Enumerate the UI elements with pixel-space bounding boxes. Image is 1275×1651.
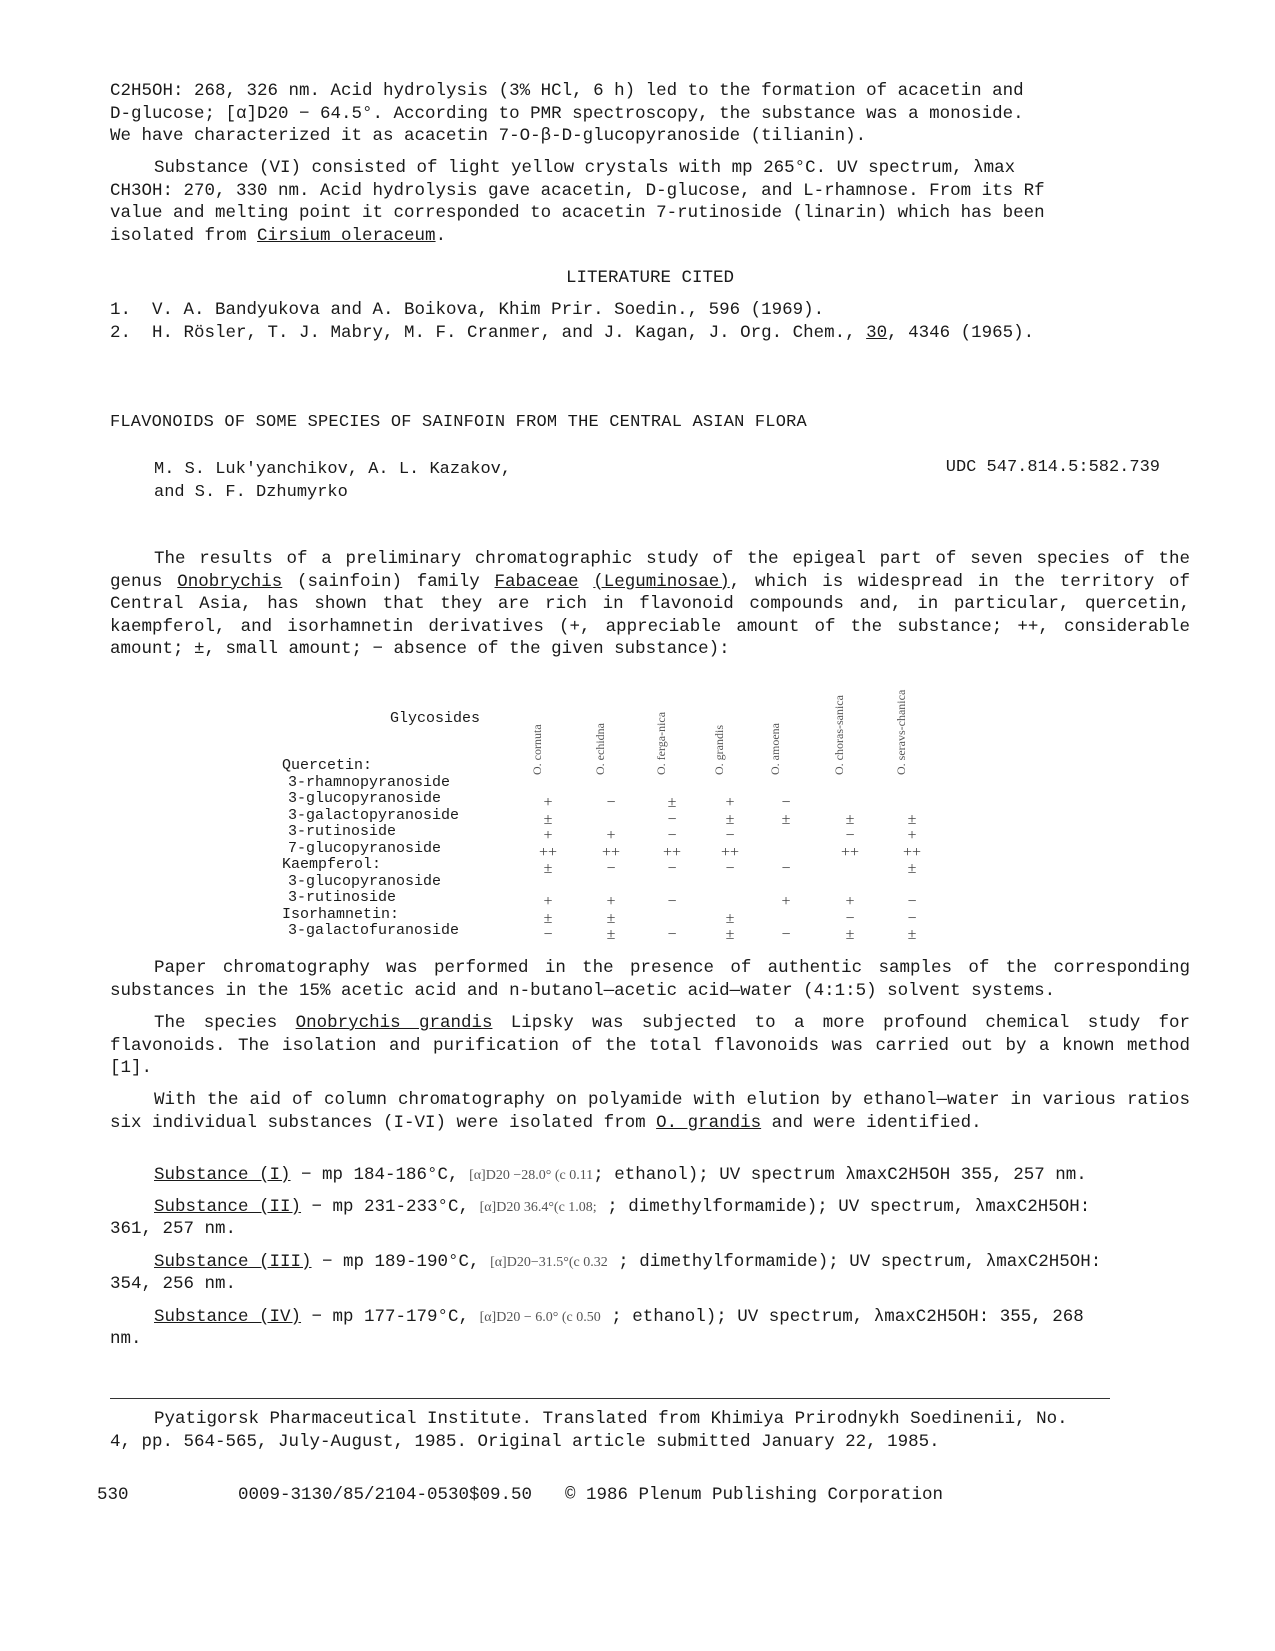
- table-cell: −: [725, 827, 735, 844]
- table-row-label: 3-rutinoside: [288, 823, 397, 840]
- table-row-header: Glycosides: [390, 710, 481, 727]
- literature-heading: LITERATURE CITED: [565, 268, 735, 288]
- table-cell: ±: [845, 926, 855, 943]
- table-cell: ++: [840, 843, 860, 861]
- species-name: O. grandis: [656, 1112, 762, 1133]
- table-cell: −: [667, 860, 677, 877]
- table-cell: ±: [543, 860, 553, 877]
- table-cell: ±: [606, 909, 616, 927]
- text-span: ; dimethylformamide); UV spectrum, λmaxC2H5OH:: [607, 1252, 1102, 1272]
- text-line: CH3OH: 270, 330 nm. Acid hydrolysis gave acacetin, D-glucose, and L-rhamnose. From its Rf: [110, 180, 1045, 201]
- reference-number: 2.: [110, 323, 132, 343]
- substance-name: Substance (I): [154, 1165, 291, 1185]
- species-paragraph: [110, 1012, 1190, 1080]
- family-name: Fabaceae: [494, 571, 579, 592]
- text-span: , which is widespread in the territory of Central Asia, has shown that they are rich in flavonoid compounds and, in particular, quercetin, kaempferol, and isorhamnetin derivatives (+, appreciable amount of the substance; ++, considerable amount; ±, small amount; − absence of the given substance):: [110, 571, 1190, 659]
- table-row-label: 3-rhamnopyranoside: [288, 773, 451, 791]
- reference-volume: 30: [866, 323, 888, 343]
- text-line: C2H5OH: 268, 326 nm. Acid hydrolysis (3% HCl, 6 h) led to the formation of acacetin and: [110, 81, 1024, 101]
- table-cell: +: [606, 827, 616, 844]
- table-cell: ±: [543, 909, 553, 927]
- article-title: FLAVONOIDS OF SOME SPECIES OF SAINFOIN FROM THE CENTRAL ASIAN FLORA: [110, 413, 807, 432]
- text-span: ; ethanol); UV spectrum, λmaxC2H5OH: 355, 268: [600, 1307, 1084, 1327]
- table-cell: −: [781, 926, 791, 943]
- substance-iii: [110, 1251, 1190, 1275]
- text-span: isolated from: [110, 225, 258, 246]
- substance-ii-cont: 361, 257 nm.: [110, 1219, 237, 1239]
- genus-name: Onobrychis: [177, 571, 283, 592]
- table-cell: −: [725, 860, 735, 877]
- text-span: − mp 231-233°C,: [301, 1197, 480, 1217]
- table-cell: −: [667, 810, 677, 828]
- table-cell: −: [667, 926, 677, 943]
- reference-number: 1.: [110, 300, 132, 320]
- text-span: The results of a preliminary chromatographic study of the epigeal part of seven species of the genus: [110, 549, 1190, 592]
- table-cell: −: [907, 893, 917, 910]
- table-row-label: Isorhamnetin:: [282, 905, 400, 923]
- table-cell: ±: [907, 926, 917, 943]
- species-name: Cirsium oleraceum: [257, 225, 436, 246]
- table-cell: +: [543, 794, 553, 811]
- family-alt-name: (Leguminosae): [593, 571, 730, 592]
- table-cell: +: [725, 794, 735, 811]
- table-cell: ±: [667, 794, 677, 811]
- column-header: [832, 690, 872, 775]
- substance-ii: [110, 1196, 1190, 1220]
- reference-text: , 4346 (1965).: [887, 323, 1035, 343]
- reference-text: H. Rösler, T. J. Mabry, M. F. Cranmer, and J. Kagan, J. Org. Chem.,: [152, 323, 867, 343]
- column-header-label: O. ferga-nica: [654, 711, 668, 775]
- table-cell: −: [845, 909, 855, 927]
- column-header-label: O. choras-sanica: [832, 695, 846, 775]
- column-header: [768, 690, 808, 775]
- substance-i: [110, 1164, 1190, 1188]
- reference-text: V. A. Bandyukova and A. Boikova, Khim Prir. Soedin., 596 (1969).: [152, 300, 825, 320]
- table-cell: −: [781, 794, 791, 811]
- table-row-label: 7-glucopyranoside: [288, 839, 442, 857]
- intro-paragraph: [110, 548, 1190, 661]
- table-cell: −: [606, 794, 616, 811]
- text-span: (sainfoin) family: [282, 571, 495, 592]
- column-header-label: O. grandis: [712, 725, 726, 775]
- column-header-label: O. cornuta: [530, 724, 544, 775]
- text-span: − mp 189-190°C,: [311, 1252, 491, 1272]
- table-cell: ±: [907, 810, 917, 828]
- column-header-label: O. echidna: [593, 723, 607, 775]
- table-cell: ±: [725, 926, 735, 943]
- column-header: [712, 690, 752, 775]
- table-cell: ++: [662, 843, 682, 861]
- table-cell: −: [667, 893, 677, 910]
- column-header: [654, 690, 694, 775]
- table-cell: ±: [725, 810, 735, 828]
- reference-2: [110, 322, 1034, 344]
- authors: [154, 458, 511, 504]
- glycosides-table: [270, 690, 990, 965]
- authors-line: M. S. Luk'yanchikov, A. L. Kazakov,: [154, 460, 512, 479]
- authors-line: and S. F. Dzhumyrko: [154, 483, 348, 502]
- footnote-line: Pyatigorsk Pharmaceutical Institute. Translated from Khimiya Prirodnykh Soedinenii, No.: [154, 1409, 1068, 1429]
- text-line: Substance (VI) consisted of light yellow crystals with mp 265°C. UV spectrum, λmax: [154, 158, 1016, 178]
- reference-1: [110, 299, 824, 321]
- table-cell: ++: [902, 843, 922, 861]
- substance-name: Substance (IV): [154, 1307, 302, 1327]
- text-span: Lipsky was subjected to a more profound chemical study for flavonoids. The isolation and purification of the total flavonoids was carried out by a known method [1].: [110, 1013, 1190, 1078]
- text-span: ; ethanol); UV spectrum λmaxC2H5OH 355, 257 nm.: [593, 1165, 1087, 1185]
- substance-iii-cont: 354, 256 nm.: [110, 1274, 237, 1294]
- text-span: − mp 184-186°C,: [290, 1165, 470, 1185]
- table-row-label: Quercetin:: [282, 757, 373, 774]
- text-line: [110, 225, 1190, 248]
- table-cell: ++: [601, 843, 621, 861]
- table-cell: +: [543, 893, 553, 910]
- article-code: 0009-3130/85/2104-0530$09.50: [238, 1485, 533, 1505]
- footnote: [110, 1408, 1190, 1453]
- rotation-value: [α]D20 36.4°(c 1.08;: [479, 1200, 597, 1215]
- substance-name: Substance (II): [154, 1197, 302, 1217]
- table-row-label: Kaempferol:: [282, 856, 382, 873]
- table-cell: −: [667, 827, 677, 844]
- table-cell: −: [781, 860, 791, 877]
- table-row-label: 3-glucopyranoside: [288, 790, 442, 807]
- footnote-line: 4, pp. 564-565, July-August, 1985. Original article submitted January 22, 1985.: [110, 1431, 940, 1452]
- continued-paragraph: [110, 80, 1190, 148]
- table-cell: −: [543, 926, 553, 943]
- text-span: − mp 177-179°C,: [301, 1307, 480, 1327]
- table-cell: −: [907, 909, 917, 927]
- text-span: The species: [154, 1013, 296, 1033]
- text-span: .: [435, 225, 447, 246]
- table-cell: ±: [543, 810, 553, 828]
- table-cell: +: [606, 893, 616, 910]
- table-cell: +: [543, 827, 553, 844]
- rotation-value: [α]D20 − 6.0° (c 0.50: [479, 1310, 601, 1325]
- substance-name: Substance (III): [154, 1252, 312, 1272]
- text-line: We have characterized it as acacetin 7-O-β-D-glucopyranoside (tilianin).: [110, 126, 867, 146]
- column-header: [593, 690, 633, 775]
- column-header: [894, 689, 934, 775]
- text-span: ; dimethylformamide); UV spectrum, λmaxC2H5OH:: [596, 1197, 1091, 1217]
- species-name: Onobrychis grandis: [295, 1013, 493, 1033]
- table-cell: ++: [720, 843, 740, 861]
- table-cell: −: [845, 827, 855, 844]
- text-line: value and melting point it corresponded to acacetin 7-rutinoside (linarin) which has been: [110, 203, 1045, 223]
- column-header: [530, 690, 570, 775]
- substance-iv: [110, 1306, 1190, 1330]
- udc-code: UDC 547.814.5:582.739: [945, 458, 1160, 477]
- rotation-value: [α]D20−31.5°(c 0.32: [490, 1255, 608, 1270]
- table-row-label: 3-galactofuranoside: [288, 922, 460, 939]
- page-number: 530: [97, 1485, 129, 1505]
- text-span: [579, 572, 594, 592]
- table-row-label: 3-galactopyranoside: [288, 806, 460, 824]
- column-header-label: O. amoena: [768, 723, 782, 775]
- text-line: D-glucose; [α]D20 − 64.5°. According to PMR spectroscopy, the substance was a monoside.: [110, 103, 1024, 124]
- table-cell: ±: [606, 926, 616, 943]
- table-cell: ±: [725, 909, 735, 927]
- column-header-label: O. seravs-chanica: [894, 689, 908, 775]
- table-row-label: 3-glucopyranoside: [288, 872, 442, 890]
- substance-iv-cont: nm.: [110, 1329, 142, 1349]
- table-row-label: 3-rutinoside: [288, 889, 397, 906]
- table-cell: ±: [845, 810, 855, 828]
- copyright: © 1986 Plenum Publishing Corporation: [565, 1485, 944, 1505]
- table-cell: +: [781, 893, 791, 910]
- text-span: With the aid of column chromatography on polyamide with elution by ethanol—water in various ratios six individual substances (I-VI) were isolated from: [110, 1090, 1190, 1133]
- table-cell: ++: [538, 843, 558, 861]
- chromatography-paragraph: Paper chromatography was performed in the presence of authentic samples of the corresponding substances in the 15% acetic acid and n-butanol—acetic acid—water (4:1:5) solvent systems.: [110, 958, 1190, 1001]
- substance-vi-paragraph: [110, 157, 1190, 247]
- table-cell: ±: [781, 810, 791, 828]
- table-cell: ±: [907, 860, 917, 877]
- table-cell: +: [845, 893, 855, 910]
- rotation-value: [α]D20 −28.0° (c 0.11: [469, 1168, 594, 1183]
- column-chromatography-paragraph: [110, 1089, 1190, 1134]
- table-cell: −: [606, 860, 616, 877]
- table-cell: +: [907, 827, 917, 844]
- text-span: and were identified.: [761, 1112, 982, 1133]
- footnote-divider: [110, 1398, 1110, 1399]
